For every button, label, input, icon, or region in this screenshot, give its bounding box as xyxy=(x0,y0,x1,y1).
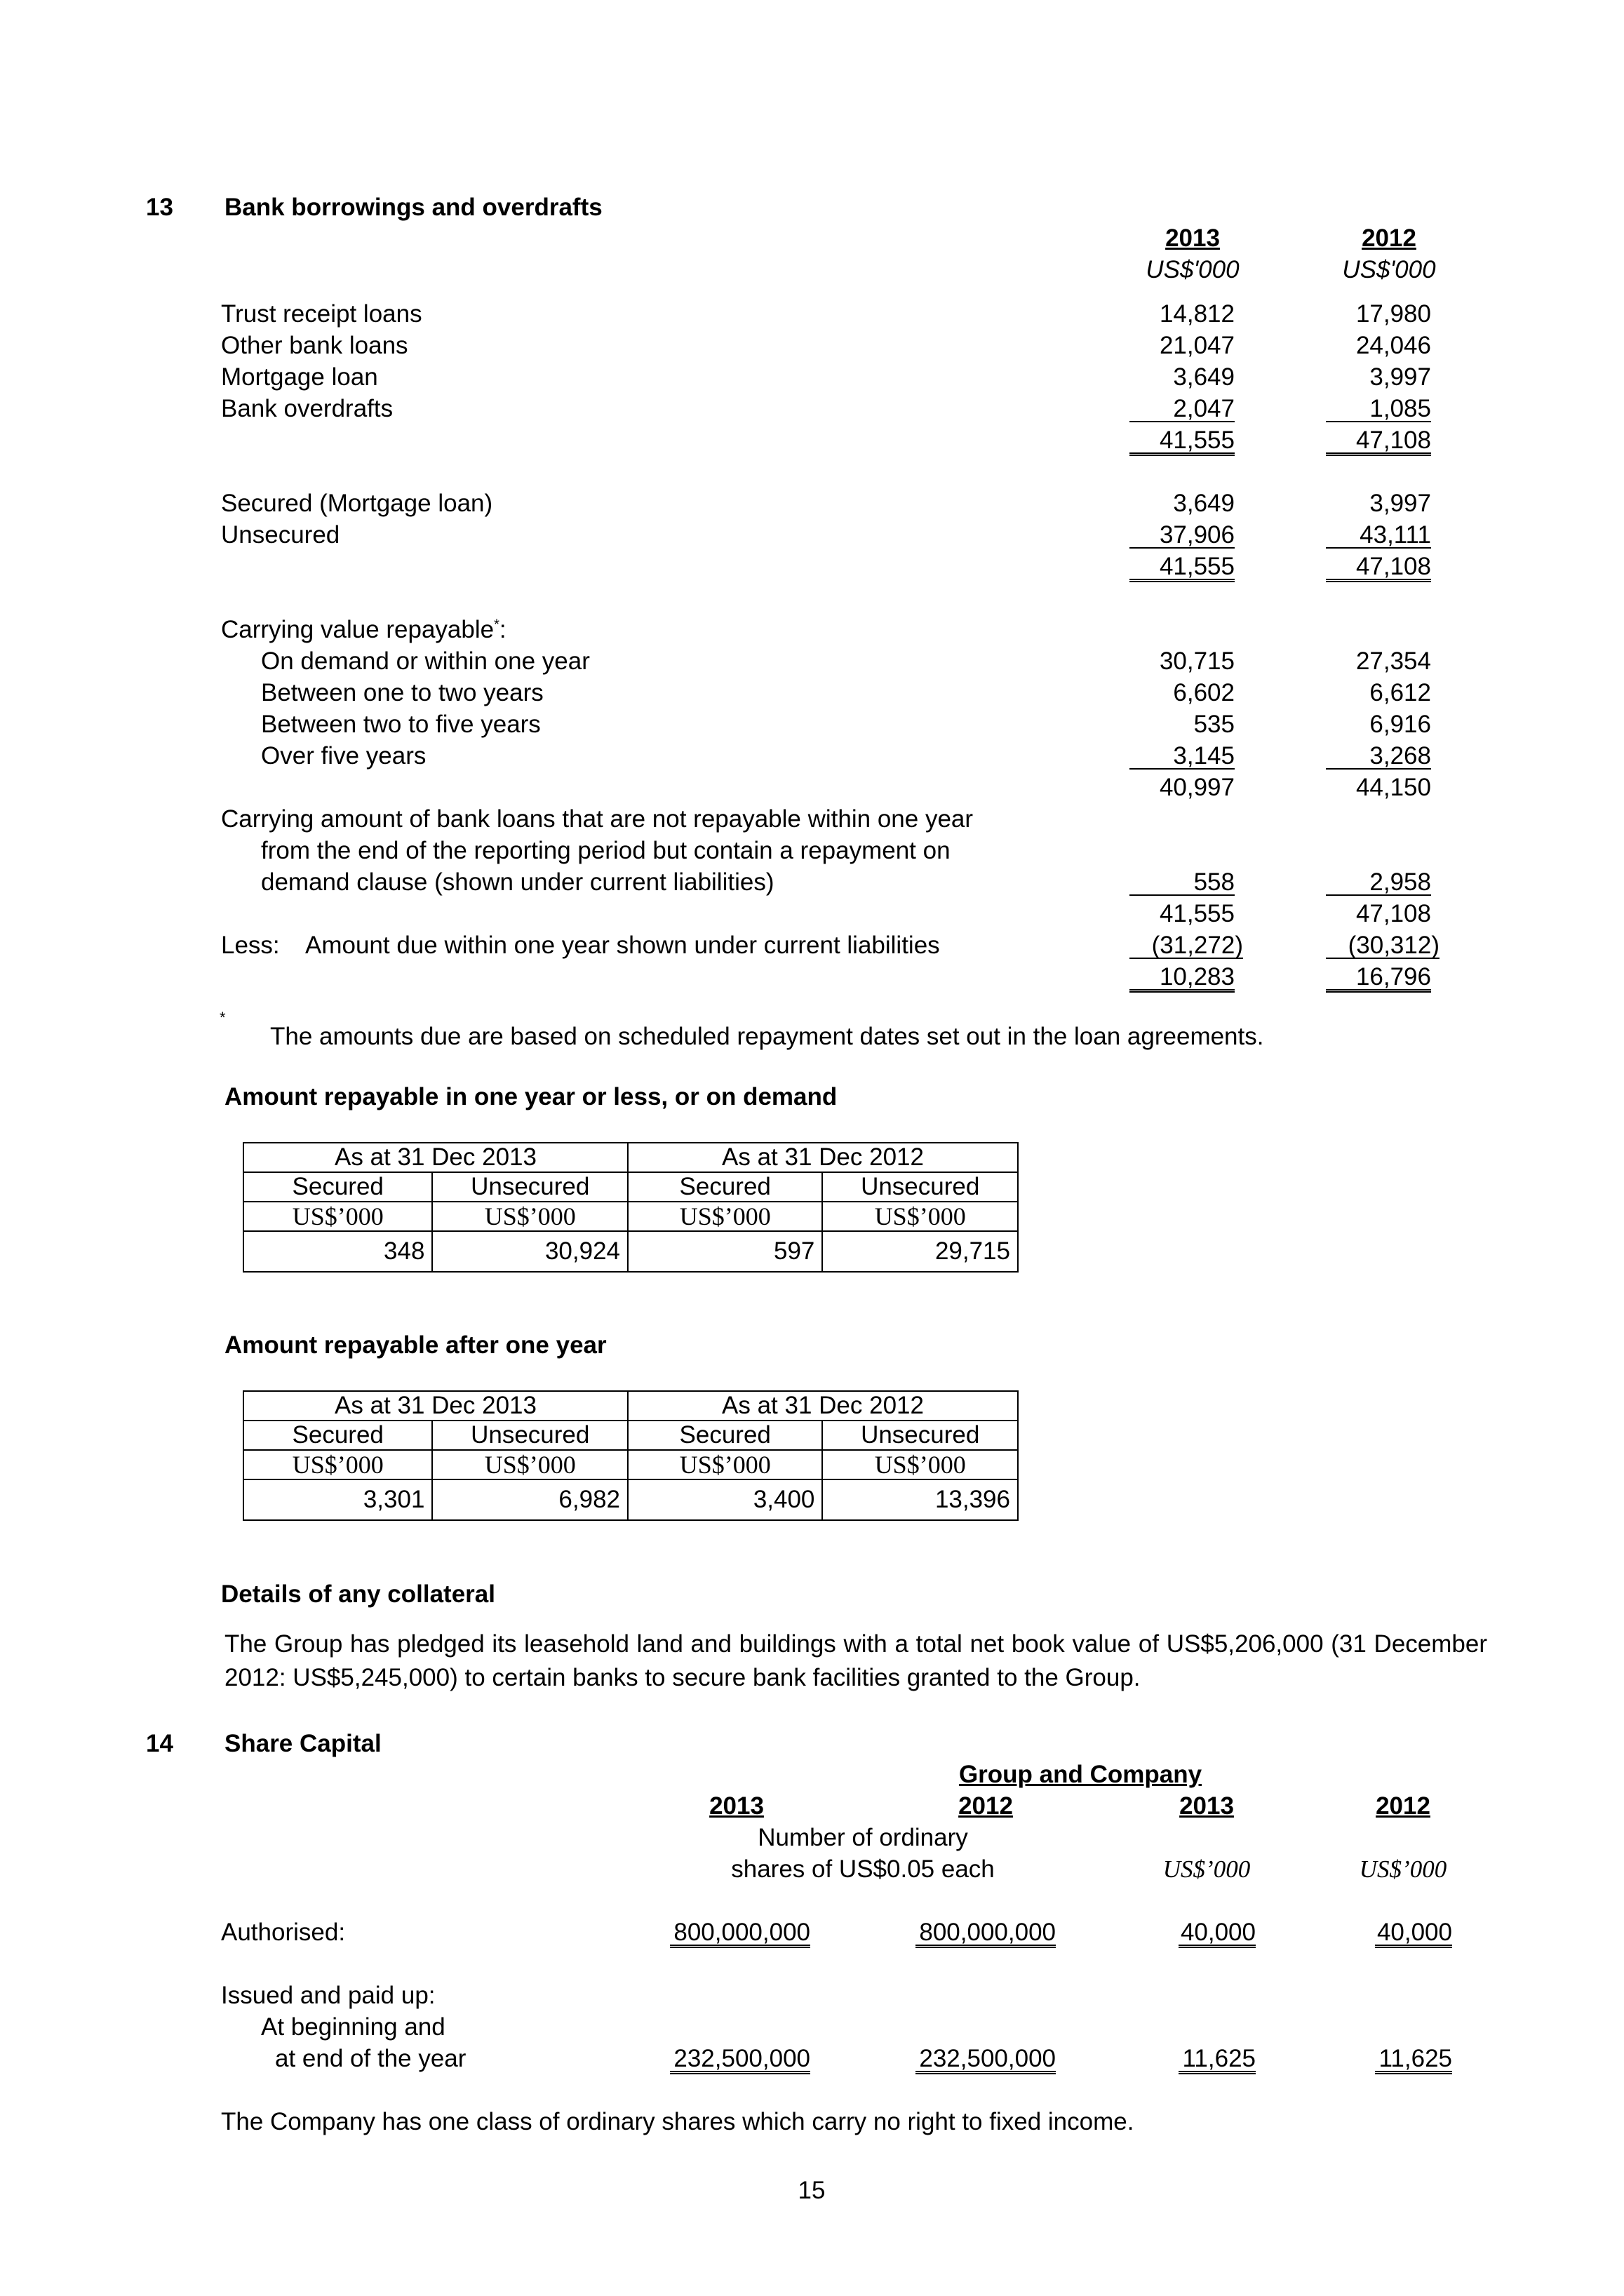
row-label: Bank overdrafts xyxy=(221,395,394,422)
unit-cell: US$’000 xyxy=(243,1450,432,1479)
less-value-2013: (31,272) xyxy=(1129,933,1243,959)
row-value-2012: 24,046 xyxy=(1355,332,1431,359)
year-header: 2013 xyxy=(1179,1792,1234,1820)
section-13-title: Bank borrowings and overdrafts xyxy=(224,194,603,221)
less-value-2012: (30,312) xyxy=(1326,933,1440,959)
unit-label: US$’000 xyxy=(1162,1855,1251,1883)
unit-cell: US$’000 xyxy=(432,1202,628,1231)
total-2013: 41,555 xyxy=(1129,554,1235,582)
group-and-company-header: Group and Company xyxy=(958,1761,1202,1788)
collateral-title: Details of any collateral xyxy=(221,1580,495,1608)
group-header: As at 31 Dec 2013 xyxy=(243,1391,628,1421)
unit-cell: US$’000 xyxy=(628,1450,822,1479)
carrying-amount-line: from the end of the reporting period but contain a repayment on xyxy=(261,837,951,864)
net-2013: 10,283 xyxy=(1129,965,1235,993)
carrying-amount-line: Carrying amount of bank loans that are not repayable within one year xyxy=(221,805,974,833)
total-2013: 41,555 xyxy=(1129,428,1235,456)
group-header: As at 31 Dec 2013 xyxy=(243,1143,628,1172)
row-value-2013: 3,649 xyxy=(1173,363,1235,391)
row-value-2013: 21,047 xyxy=(1159,332,1235,359)
row-label: Between one to two years xyxy=(261,679,544,706)
table-1-title: Amount repayable in one year or less, or on demand xyxy=(224,1083,838,1110)
value-cell: 597 xyxy=(628,1231,822,1272)
value-cell: 13,396 xyxy=(822,1479,1018,1520)
issued-value: 232,500,000 xyxy=(915,2046,1056,2074)
col-2012-unit: US$'000 xyxy=(1342,256,1436,283)
row-value-2012: 3,997 xyxy=(1369,363,1431,391)
sub-header: Unsecured xyxy=(822,1421,1018,1450)
footnote-text: The amounts due are based on scheduled repayment dates set out in the loan agreements. xyxy=(270,1023,1264,1050)
repayable-after-one-year-table xyxy=(243,1390,1019,1521)
repayable-colon: : xyxy=(499,616,506,643)
authorised-value: 40,000 xyxy=(1375,1920,1452,1948)
row-value-2012: 43,111 xyxy=(1326,523,1431,549)
group-header: As at 31 Dec 2012 xyxy=(628,1143,1018,1172)
sub-header: Unsecured xyxy=(822,1172,1018,1202)
authorised-label: Authorised: xyxy=(221,1919,346,1946)
unit-cell: US$’000 xyxy=(628,1202,822,1231)
sub-header: Secured xyxy=(243,1421,432,1450)
less-label: Less: xyxy=(221,932,280,959)
row-value-2012: 1,085 xyxy=(1326,396,1431,422)
carrying-amount-line: demand clause (shown under current liabilities) xyxy=(261,868,774,896)
row-label: Mortgage loan xyxy=(221,363,378,391)
footnote-mark: * xyxy=(220,1009,226,1026)
sub-header: Secured xyxy=(628,1172,822,1202)
issued-label: Issued and paid up: xyxy=(221,1982,436,2009)
row-value-2013: 3,649 xyxy=(1173,490,1235,517)
sub-header: Unsecured xyxy=(432,1172,628,1202)
row-value-2012: 6,916 xyxy=(1369,711,1431,738)
shares-label: Number of ordinary xyxy=(758,1824,968,1851)
row-value-2012: 3,268 xyxy=(1326,744,1431,770)
value-cell: 30,924 xyxy=(432,1231,628,1272)
total-2012: 44,150 xyxy=(1355,774,1431,801)
value-cell: 29,715 xyxy=(822,1231,1018,1272)
asterisk-mark: * xyxy=(494,617,499,633)
total-2012: 47,108 xyxy=(1326,428,1431,456)
col-2013-unit: US$'000 xyxy=(1146,256,1240,283)
total-2013: 40,997 xyxy=(1159,774,1235,801)
group-header: As at 31 Dec 2012 xyxy=(628,1391,1018,1421)
issued-sub-label: At beginning and xyxy=(261,2013,445,2041)
sub-header: Secured xyxy=(243,1172,432,1202)
issued-value: 232,500,000 xyxy=(670,2046,810,2074)
page-number: 15 xyxy=(798,2177,826,2204)
row-value-2013: 535 xyxy=(1193,711,1235,738)
issued-value: 11,625 xyxy=(1375,2046,1452,2074)
section-13-number: 13 xyxy=(146,194,173,221)
row-value-2012: 6,612 xyxy=(1369,679,1431,706)
authorised-value: 800,000,000 xyxy=(670,1920,810,1948)
row-label: Over five years xyxy=(261,742,427,770)
unit-cell: US$’000 xyxy=(822,1450,1018,1479)
row-value-2013: 2,047 xyxy=(1129,396,1235,422)
total-2012: 47,108 xyxy=(1326,554,1431,582)
row-label: Secured (Mortgage loan) xyxy=(221,490,493,517)
unit-cell: US$’000 xyxy=(432,1450,628,1479)
row-value-2013: 14,812 xyxy=(1159,300,1235,328)
value-cell: 3,400 xyxy=(628,1479,822,1520)
year-header: 2013 xyxy=(709,1792,764,1820)
collateral-paragraph: The Group has pledged its leasehold land and buildings with a total net book value of US$5,206,000 (31 December 2012: US$5,245,000) to certain banks to secure bank facilities granted to the Group. xyxy=(224,1630,1487,1691)
shares-label: shares of US$0.05 each xyxy=(731,1855,995,1883)
value-cell: 348 xyxy=(243,1231,432,1272)
section-14-title: Share Capital xyxy=(224,1730,382,1757)
repayable-heading-text: Carrying value repayable xyxy=(221,616,495,643)
row-label: Trust receipt loans xyxy=(221,300,422,328)
sub-header: Unsecured xyxy=(432,1421,628,1450)
row-label: Unsecured xyxy=(221,521,340,549)
row-label: On demand or within one year xyxy=(261,647,590,675)
issued-sub-label: at end of the year xyxy=(275,2045,467,2072)
share-class-note: The Company has one class of ordinary shares which carry no right to fixed income. xyxy=(221,2108,1134,2135)
year-header: 2012 xyxy=(1376,1792,1430,1820)
unit-cell: US$’000 xyxy=(822,1202,1018,1231)
row-value-2012: 17,980 xyxy=(1355,300,1431,328)
issued-value: 11,625 xyxy=(1179,2046,1256,2074)
repayable-heading xyxy=(221,617,506,642)
carrying-value-2013: 558 xyxy=(1129,870,1235,896)
col-2012-year: 2012 xyxy=(1362,224,1416,252)
value-cell: 6,982 xyxy=(432,1479,628,1520)
table-2-title: Amount repayable after one year xyxy=(224,1331,607,1359)
value-cell: 3,301 xyxy=(243,1479,432,1520)
subtotal-2012: 47,108 xyxy=(1355,900,1431,927)
row-value-2012: 27,354 xyxy=(1355,647,1431,675)
carrying-value-2012: 2,958 xyxy=(1326,870,1431,896)
col-2013-year: 2013 xyxy=(1165,224,1220,252)
unit-label: US$’000 xyxy=(1359,1855,1447,1883)
authorised-value: 40,000 xyxy=(1179,1920,1256,1948)
net-2012: 16,796 xyxy=(1326,965,1431,993)
row-label: Other bank loans xyxy=(221,332,408,359)
row-value-2013: 3,145 xyxy=(1129,744,1235,770)
row-value-2013: 30,715 xyxy=(1159,647,1235,675)
year-header: 2012 xyxy=(958,1792,1013,1820)
section-14-number: 14 xyxy=(146,1730,173,1757)
sub-header: Secured xyxy=(628,1421,822,1450)
row-value-2013: 37,906 xyxy=(1129,523,1235,549)
authorised-value: 800,000,000 xyxy=(915,1920,1056,1948)
row-label: Between two to five years xyxy=(261,711,541,738)
less-text: Amount due within one year shown under current liabilities xyxy=(305,932,940,959)
row-value-2013: 6,602 xyxy=(1173,679,1235,706)
row-value-2012: 3,997 xyxy=(1369,490,1431,517)
subtotal-2013: 41,555 xyxy=(1159,900,1235,927)
repayable-within-one-year-table xyxy=(243,1142,1019,1273)
unit-cell: US$’000 xyxy=(243,1202,432,1231)
